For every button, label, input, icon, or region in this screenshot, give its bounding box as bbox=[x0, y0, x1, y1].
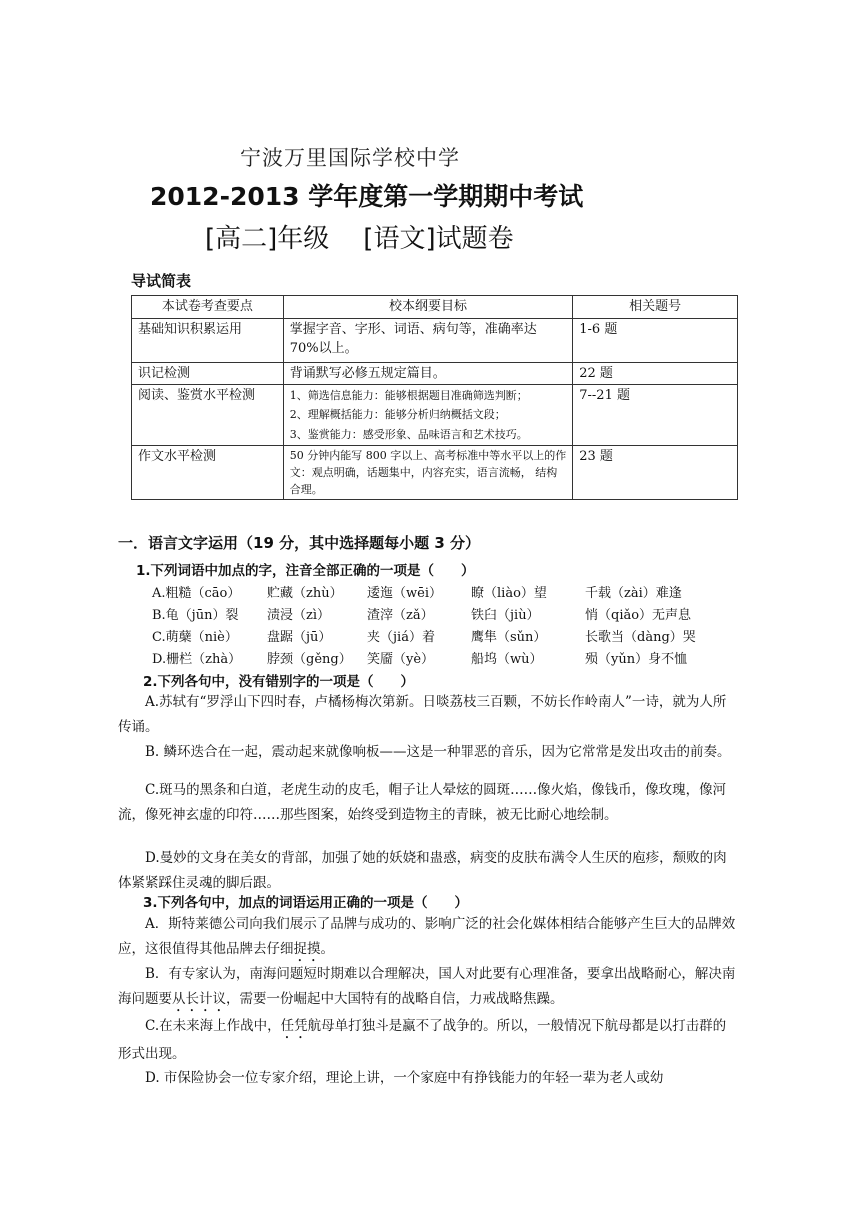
grade-subject-line bbox=[205, 218, 514, 255]
option-item: 千载（zài）难逢 bbox=[585, 586, 682, 601]
table-cell: 识记检测 bbox=[132, 362, 284, 385]
option-item: 渍浸（zì） bbox=[267, 608, 331, 623]
option-item: 悄（qiǎo）无声息 bbox=[585, 608, 692, 623]
column-header: 相关题号 bbox=[573, 296, 738, 319]
answer-option: A．斯特莱德公司向我们展示了品牌与成功的、影响广泛的社会化媒体相结合能够产生巨大的品牌效应，这很值得其他品牌去仔细捉摸。 bbox=[118, 916, 736, 957]
option-item: 殒（yǔn）身不恤 bbox=[585, 652, 688, 667]
goal-line: 2、理解概括能力：能够分析归纳概括文段； bbox=[289, 408, 506, 422]
section-title: 一．语言文字运用（19 分，其中选择题每小题 3 分） bbox=[118, 534, 480, 552]
option-item: 脖颈（gěng） bbox=[267, 652, 352, 667]
option-item: 瞭（liào）望 bbox=[471, 586, 547, 601]
table-cell: 23 题 bbox=[573, 445, 738, 499]
column-header: 校本纲要目标 bbox=[283, 296, 572, 319]
option-label: C.萌蘖（niè） bbox=[152, 630, 238, 645]
table-cell bbox=[283, 385, 572, 446]
option-item: 笑靥（yè） bbox=[367, 652, 435, 667]
dotted-word: 捉摸 bbox=[293, 941, 321, 957]
answer-option: D. 市保险协会一位专家介绍，理论上讲，一个家庭中有挣钱能力的年轻一辈为老人或幼 bbox=[145, 1070, 664, 1086]
question-stem: 1.下列词语中加点的字，注音全部正确的一项是（ ） bbox=[136, 563, 475, 579]
option-item: 船坞（wù） bbox=[471, 652, 543, 667]
answer-option: A.苏轼有“罗浮山下四时春，卢橘杨梅次第新。日啖荔枝三百颗，不妨长作岭南人”一诗，就为人所传诵。 bbox=[118, 694, 727, 735]
option-item: 长歌当（dàng）哭 bbox=[585, 630, 696, 645]
question-stem: 2.下列各句中，没有错别字的一项是（ ） bbox=[143, 674, 415, 690]
brief-table bbox=[131, 295, 738, 500]
table-row bbox=[132, 385, 738, 446]
option-item: 逶迤（wēi） bbox=[367, 586, 442, 601]
option-label: B.龟（jūn）裂 bbox=[152, 608, 239, 623]
option-item: 盘踞（jū） bbox=[267, 630, 332, 645]
answer-option: B．有专家认为，南海问题短时期难以合理解决，国人对此要有心理准备，要拿出战略耐心，解决南海问题要从长计议，需要一份崛起中大国特有的战略自信，力戒战略焦躁。 bbox=[118, 966, 736, 1007]
brief-table-title: 导试简表 bbox=[131, 272, 192, 290]
column-header: 本试卷考查要点 bbox=[132, 296, 284, 319]
table-cell: 1-6 题 bbox=[573, 318, 738, 362]
option-item: 渣滓（zǎ） bbox=[367, 608, 434, 623]
goal-line: 3、鉴赏能力：感受形象、品味语言和艺术技巧。 bbox=[289, 427, 528, 441]
table-cell: 7--21 题 bbox=[573, 385, 738, 446]
table-cell: 阅读、鉴赏水平检测 bbox=[132, 385, 284, 446]
question-stem: 3.下列各句中，加点的词语运用正确的一项是（ ） bbox=[143, 895, 469, 911]
table-row bbox=[132, 362, 738, 385]
table-cell: 背诵默写必修五规定篇目。 bbox=[283, 362, 572, 385]
dotted-word: 任凭 bbox=[280, 1018, 308, 1034]
goal-line: 1、筛选信息能力：能够根据题目准确筛选判断； bbox=[289, 389, 528, 402]
option-label: A.粗糙（cāo） bbox=[152, 586, 241, 601]
option-label: D.栅栏（zhà） bbox=[152, 652, 242, 667]
table-cell: 作文水平检测 bbox=[132, 445, 284, 499]
exam-title: 2012-2013 学年度第一学期期中考试 bbox=[150, 182, 584, 211]
table-cell: 50 分钟内能写 800 字以上、高考标准中等水平以上的作文：观点明确，话题集中，内容充实，语言流畅， 结构合理。 bbox=[283, 445, 572, 499]
table-cell: 掌握字音、字形、词语、病句等，准确率达 70%以上。 bbox=[283, 318, 572, 362]
table-header-row bbox=[132, 296, 738, 319]
answer-option: C.斑马的黑条和白道，老虎生动的皮毛，帽子让人晕炫的圆斑……像火焰，像钱币，像玫瑰，像河流，像死神玄虚的印符……那些图案，始终受到造物主的青睐，被无比耐心地绘制。 bbox=[118, 782, 727, 823]
table-cell: 22 题 bbox=[573, 362, 738, 385]
answer-option: D.曼妙的文身在美女的背部，加强了她的妖娆和蛊惑，病变的皮肤布满令人生厌的庖疹，颓败的肉体紧紧踩住灵魂的脚后跟。 bbox=[118, 850, 727, 891]
option-item: 鹰隼（sǔn） bbox=[471, 630, 547, 645]
grade-label: [高二]年级 bbox=[205, 224, 330, 254]
option-item: 贮藏（zhù） bbox=[267, 586, 343, 601]
school-name: 宁波万里国际学校中学 bbox=[240, 146, 460, 170]
table-row bbox=[132, 445, 738, 499]
option-item: 夹（jiá）着 bbox=[367, 630, 435, 645]
subject-label: [语文]试题卷 bbox=[363, 224, 514, 254]
option-item: 铁臼（jiù） bbox=[471, 608, 540, 623]
answer-option: B. 鳞环迭合在一起，震动起来就像响板——这是一种罪恶的音乐，因为它常常是发出攻击的前奏。 bbox=[145, 744, 731, 760]
dotted-word: 从长计议 bbox=[172, 991, 226, 1007]
answer-option: C.在未来海上作战中，任凭航母单打独斗是赢不了战争的。所以，一般情况下航母都是以打击群的形式出现。 bbox=[118, 1018, 727, 1062]
table-row bbox=[132, 318, 738, 362]
table-cell: 基础知识积累运用 bbox=[132, 318, 284, 362]
